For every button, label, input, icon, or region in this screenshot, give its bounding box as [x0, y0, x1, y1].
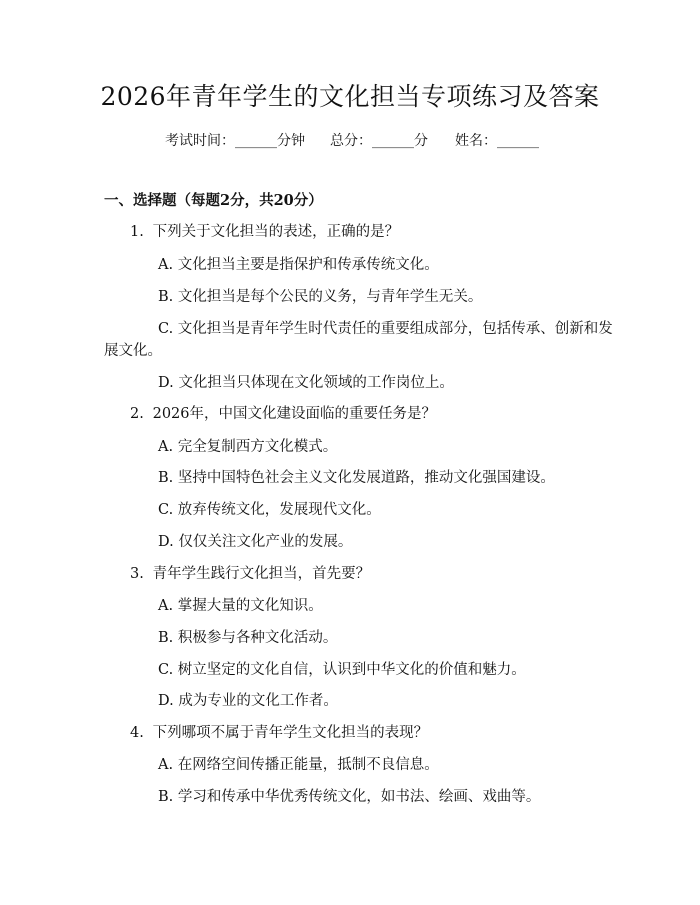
question-1	[130, 222, 399, 242]
option-3c: C. 树立坚定的文化自信，认识到中华文化的价值和魅力。	[158, 662, 526, 678]
question-text: 2026年，中国文化建设面临的重要任务是？	[152, 406, 437, 422]
question-2	[130, 404, 436, 424]
student-name-field: 姓名：______	[455, 133, 539, 149]
section-heading-choice: 一、选择题（每题2分，共20分）	[104, 192, 323, 209]
option-1c-continuation: 展文化。	[104, 343, 162, 359]
option-2a: A. 完全复制西方文化模式。	[158, 439, 338, 455]
question-text: 青年学生践行文化担当，首先要？	[152, 566, 371, 582]
question-number: 4.	[130, 725, 144, 741]
option-1d: D. 文化担当只体现在文化领域的工作岗位上。	[158, 375, 454, 391]
option-3a: A. 掌握大量的文化知识。	[158, 598, 323, 614]
question-text: 下列关于文化担当的表述，正确的是？	[152, 224, 400, 240]
total-score-field: 总分：______分	[330, 133, 428, 149]
option-1c: C. 文化担当是青年学生时代责任的重要组成部分，包括传承、创新和发	[158, 321, 613, 337]
option-3b: B. 积极参与各种文化活动。	[158, 630, 338, 646]
exam-time-field: 考试时间：______分钟	[165, 133, 305, 149]
option-3d: D. 成为专业的文化工作者。	[158, 693, 338, 709]
question-4	[130, 723, 428, 743]
option-2c: C. 放弃传统文化，发展现代文化。	[158, 502, 381, 518]
question-3	[130, 564, 370, 584]
option-1b: B. 文化担当是每个公民的义务，与青年学生无关。	[158, 289, 483, 305]
option-2b: B. 坚持中国特色社会主义文化发展道路，推动文化强国建设。	[158, 470, 555, 486]
question-text: 下列哪项不属于青年学生文化担当的表现？	[152, 725, 429, 741]
question-number: 1.	[130, 224, 144, 240]
option-4a: A. 在网络空间传播正能量，抵制不良信息。	[158, 757, 439, 773]
question-number: 3.	[130, 566, 144, 582]
option-1a: A. 文化担当主要是指保护和传承传统文化。	[158, 257, 439, 273]
option-4b: B. 学习和传承中华优秀传统文化，如书法、绘画、戏曲等。	[158, 789, 541, 805]
document-title: 2026年青年学生的文化担当专项练习及答案	[100, 82, 600, 111]
question-number: 2.	[130, 406, 144, 422]
option-2d: D. 仅仅关注文化产业的发展。	[158, 534, 353, 550]
